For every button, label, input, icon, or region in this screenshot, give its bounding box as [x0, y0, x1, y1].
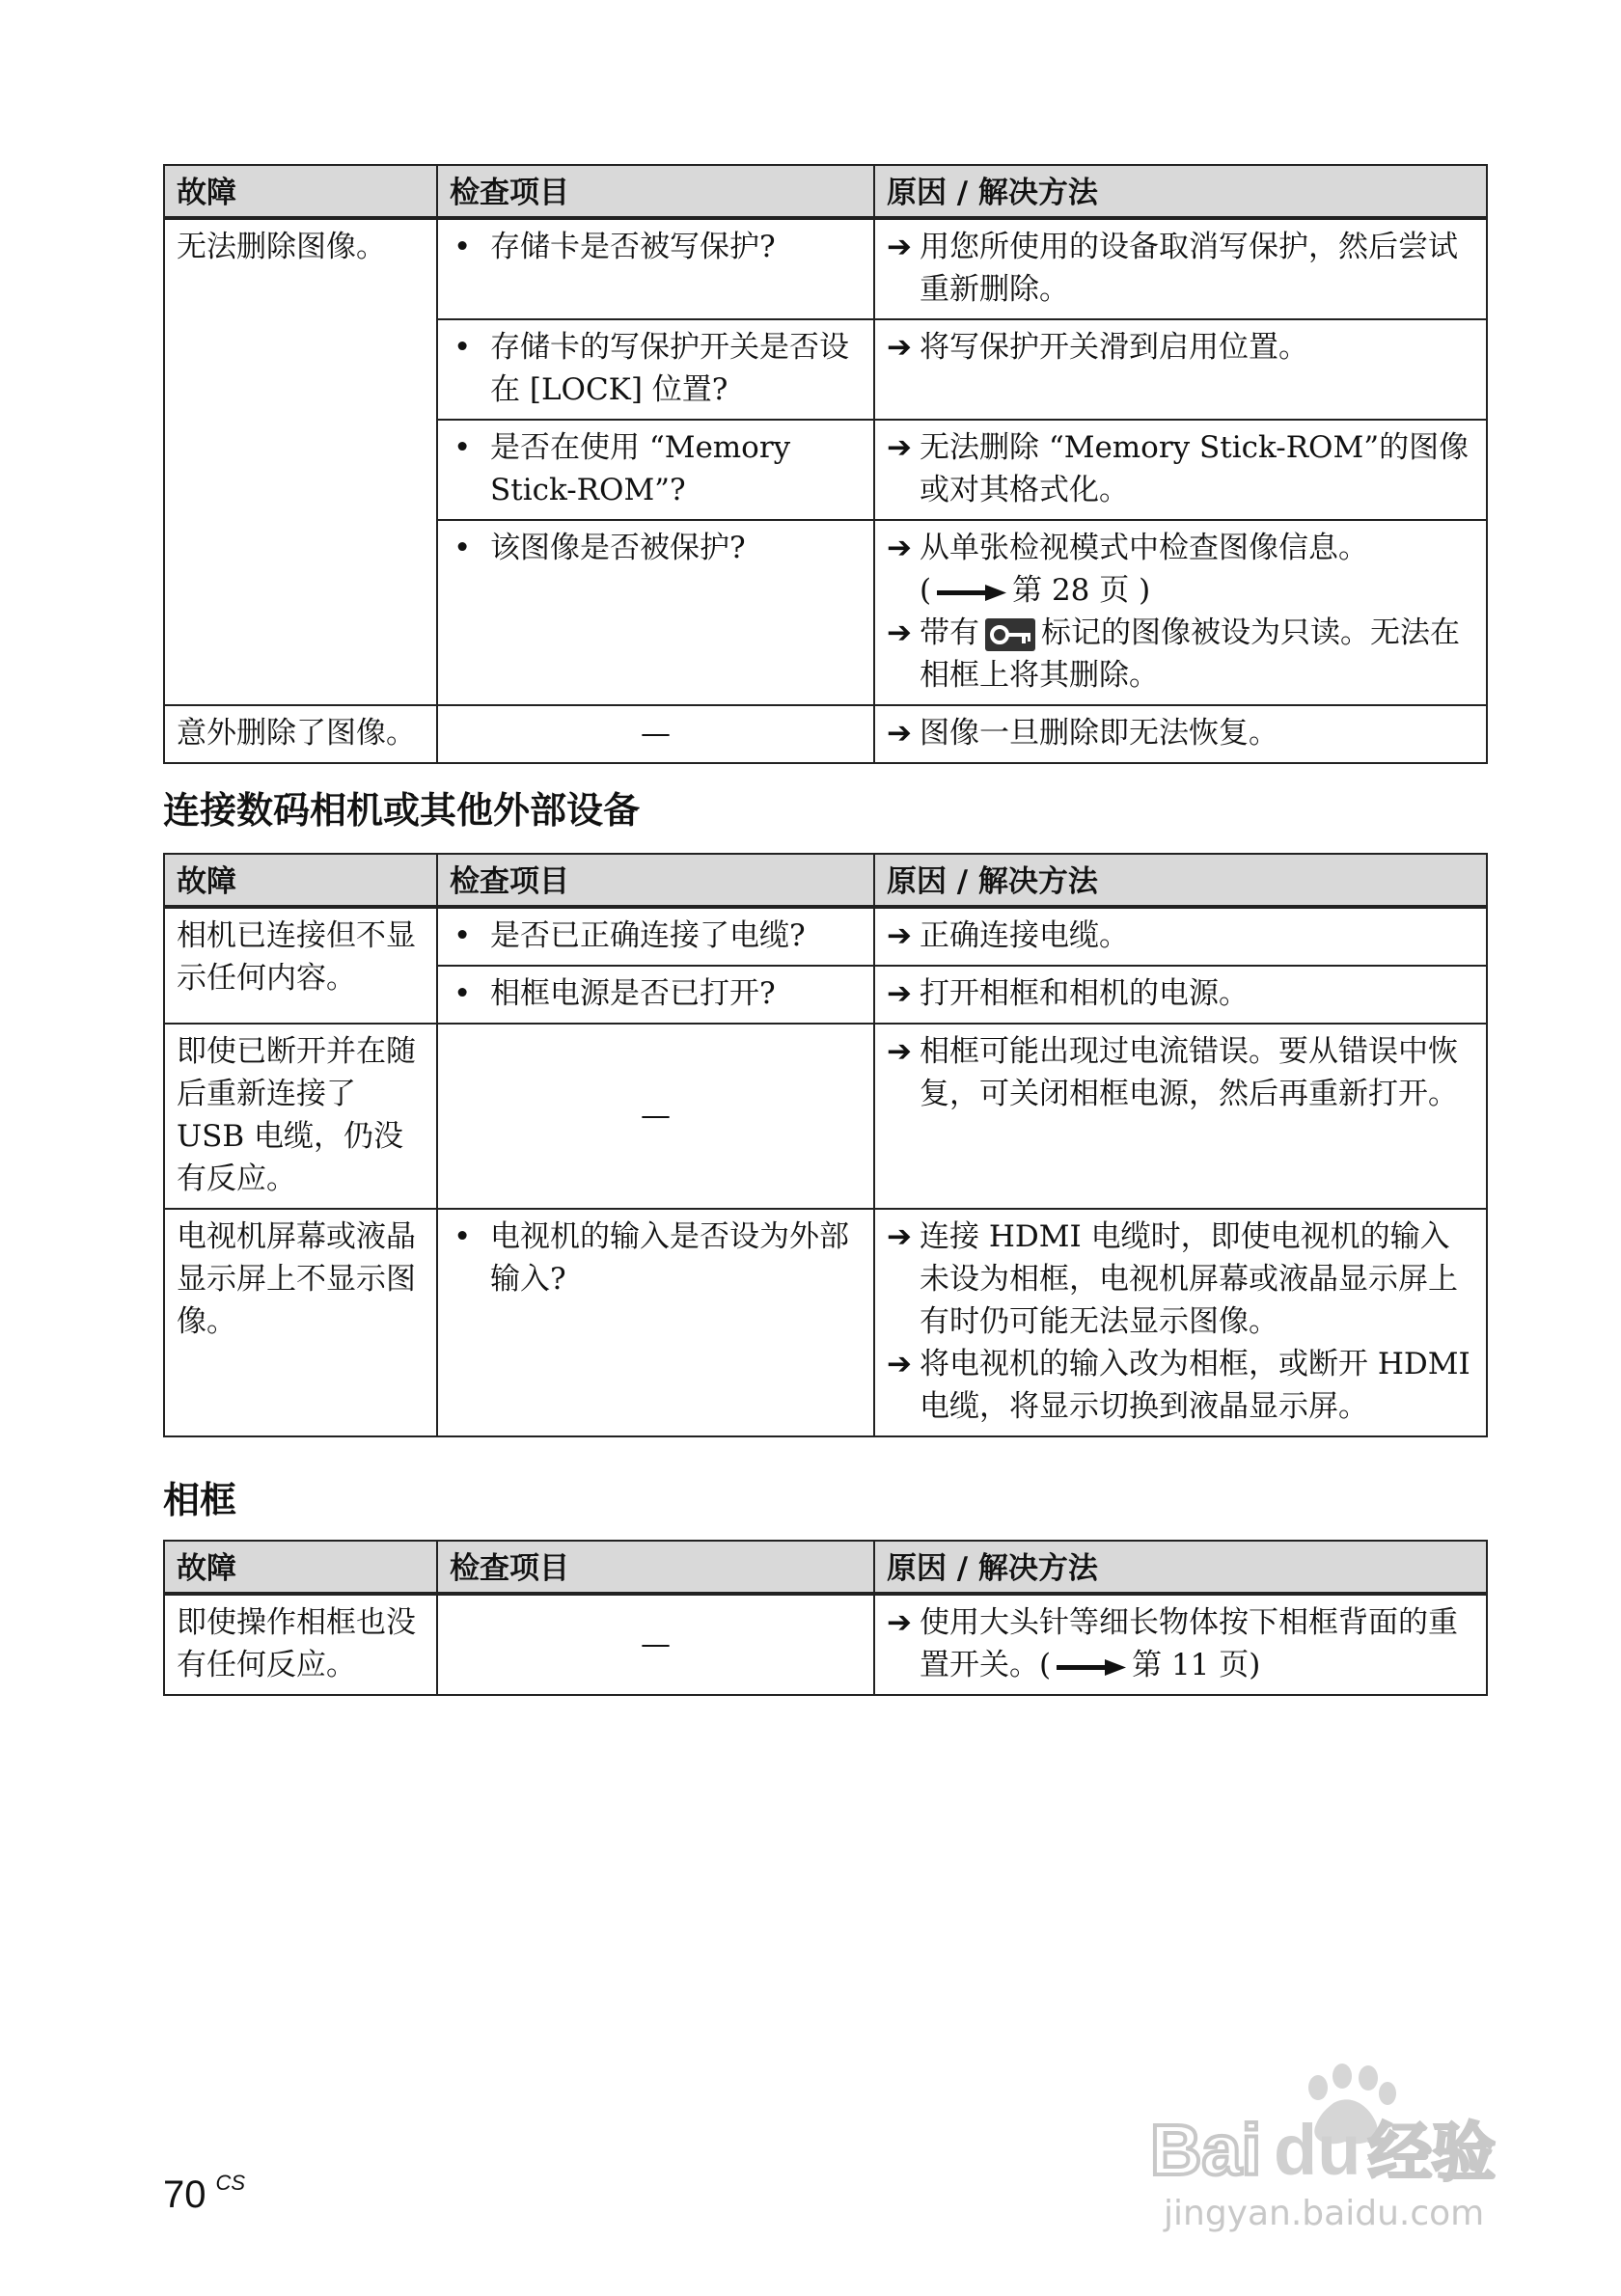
header-check: 检查项目: [437, 1541, 874, 1594]
arrow-icon: ➔: [887, 531, 912, 565]
header-check: 检查项目: [437, 854, 874, 907]
arrow-icon: ➔: [887, 615, 912, 650]
fault-cell: 电视机屏幕或液晶显示屏上不显示图像。: [164, 1209, 437, 1436]
section-title-frame: 相框: [163, 1479, 237, 1521]
solution-text: 将电视机的输入改为相框，或断开 HDMI 电缆，将显示切换到液晶显示屏。: [920, 1347, 1470, 1424]
page-pointer-icon: [937, 584, 1006, 601]
check-cell: [437, 420, 874, 520]
svg-text:经验: 经验: [1368, 2116, 1496, 2190]
arrow-icon: ➔: [887, 1219, 912, 1254]
header-solution: 原因 / 解决方法: [874, 854, 1487, 907]
bullet-icon: •: [453, 430, 472, 465]
table-row: [164, 1594, 1487, 1695]
check-cell: [437, 1209, 874, 1436]
header-fault: 故障: [164, 165, 437, 218]
arrow-icon: ➔: [887, 976, 912, 1011]
page-ref-text: 第 28 页 ): [1012, 573, 1151, 608]
solution-cell: [874, 420, 1487, 520]
check-text: 电视机的输入是否设为外部输入?: [490, 1219, 849, 1297]
solution-text: [920, 527, 1368, 612]
solution-cell: [874, 1024, 1487, 1209]
table-row: [164, 705, 1487, 763]
table-row: [164, 907, 1487, 966]
check-cell: [437, 907, 874, 966]
arrow-icon: ➔: [887, 918, 912, 953]
solution-text-pre: 带有: [920, 615, 979, 650]
check-text: 存储卡是否被写保护?: [490, 230, 776, 264]
solution-cell: [874, 218, 1487, 319]
check-text: 是否在使用 “Memory Stick-ROM”?: [490, 430, 791, 507]
page-pointer-icon: [1057, 1658, 1126, 1676]
fault-cell: 相机已连接但不显示任何内容。: [164, 907, 437, 1024]
header-solution: 原因 / 解决方法: [874, 1541, 1487, 1594]
solution-cell: [874, 1209, 1487, 1436]
solution-cell: [874, 966, 1487, 1024]
protect-key-icon: [985, 618, 1035, 651]
arrow-icon: ➔: [887, 1034, 912, 1069]
check-text: 相框电源是否已打开?: [490, 976, 776, 1011]
header-fault: 故障: [164, 854, 437, 907]
solution-text: 相框可能出现过电流错误。要从错误中恢复，可关闭相框电源，然后再重新打开。: [920, 1034, 1458, 1111]
language-code: CS: [215, 2171, 246, 2195]
svg-text:Bai: Bai: [1150, 2110, 1262, 2190]
page-ref-text: 第 11 页): [1132, 1648, 1261, 1682]
check-cell: [437, 319, 874, 420]
check-text: 是否已正确连接了电缆?: [490, 918, 806, 953]
bullet-icon: •: [453, 976, 472, 1011]
fault-cell: 意外删除了图像。: [164, 705, 437, 763]
fault-cell: 即使操作相框也没有任何反应。: [164, 1594, 437, 1695]
table-header-row: [164, 1541, 1487, 1594]
arrow-icon: ➔: [887, 716, 912, 751]
solution-text: [920, 1601, 1474, 1686]
check-cell: [437, 966, 874, 1024]
check-cell-empty: —: [437, 705, 874, 763]
bullet-icon: •: [453, 531, 472, 565]
troubleshoot-table-connect: [163, 853, 1488, 1437]
baidu-jingyan-watermark: [1144, 2055, 1550, 2238]
table-row: [164, 218, 1487, 319]
solution-text: 图像一旦删除即无法恢复。: [920, 716, 1278, 751]
section-title-connect: 连接数码相机或其他外部设备: [163, 789, 641, 832]
check-cell-empty: —: [437, 1594, 874, 1695]
solution-text-pre: 使用大头针等细长物体按下相框背面的重置开关。(: [920, 1605, 1458, 1682]
page-ref-open: (: [920, 573, 932, 608]
solution-cell: [874, 705, 1487, 763]
svg-text:du: du: [1274, 2110, 1361, 2190]
troubleshoot-table-frame: [163, 1540, 1488, 1696]
solution-text: 正确连接电缆。: [920, 918, 1129, 953]
arrow-icon: ➔: [887, 230, 912, 264]
table-header-row: [164, 854, 1487, 907]
fault-cell: 无法删除图像。: [164, 218, 437, 705]
svg-text:jingyan.baidu.com: jingyan.baidu.com: [1164, 2194, 1485, 2233]
check-text: 存储卡的写保护开关是否设在 [LOCK] 位置?: [490, 330, 849, 407]
solution-cell: [874, 520, 1487, 705]
header-solution: 原因 / 解决方法: [874, 165, 1487, 218]
table-row: [164, 1024, 1487, 1209]
table-row: [164, 1209, 1487, 1436]
bullet-icon: •: [453, 918, 472, 953]
arrow-icon: ➔: [887, 430, 912, 465]
arrow-icon: ➔: [887, 1347, 912, 1381]
solution-text-post: 标记的图像被设为只读。无法在相框上将其删除。: [920, 615, 1460, 693]
bullet-icon: •: [453, 230, 472, 264]
arrow-icon: ➔: [887, 330, 912, 365]
bullet-icon: •: [453, 330, 472, 365]
header-check: 检查项目: [437, 165, 874, 218]
table-header-row: [164, 165, 1487, 218]
solution-text: [920, 612, 1474, 697]
fault-cell: 即使已断开并在随后重新连接了 USB 电缆，仍没有反应。: [164, 1024, 437, 1209]
solution-text-a: 从单张检视模式中检查图像信息。: [920, 531, 1368, 565]
header-fault: 故障: [164, 1541, 437, 1594]
solution-cell: [874, 319, 1487, 420]
troubleshoot-table-delete: [163, 164, 1488, 764]
solution-text: 无法删除 “Memory Stick-ROM”的图像或对其格式化。: [920, 430, 1470, 507]
solution-cell: [874, 907, 1487, 966]
solution-text: 打开相框和相机的电源。: [920, 976, 1249, 1011]
solution-text: 将写保护开关滑到启用位置。: [920, 330, 1308, 365]
check-text: 该图像是否被保护?: [490, 531, 746, 565]
check-cell-empty: —: [437, 1024, 874, 1209]
page-number-value: 70: [163, 2173, 206, 2216]
page-number: [163, 2159, 245, 2219]
arrow-icon: ➔: [887, 1605, 912, 1640]
check-cell: [437, 520, 874, 705]
check-cell: [437, 218, 874, 319]
solution-cell: [874, 1594, 1487, 1695]
bullet-icon: •: [453, 1219, 472, 1254]
solution-text: 连接 HDMI 电缆时，即使电视机的输入未设为相框，电视机屏幕或液晶显示屏上有时仍可能无法显示图像。: [920, 1219, 1458, 1339]
solution-text: 用您所使用的设备取消写保护，然后尝试重新删除。: [920, 230, 1458, 307]
